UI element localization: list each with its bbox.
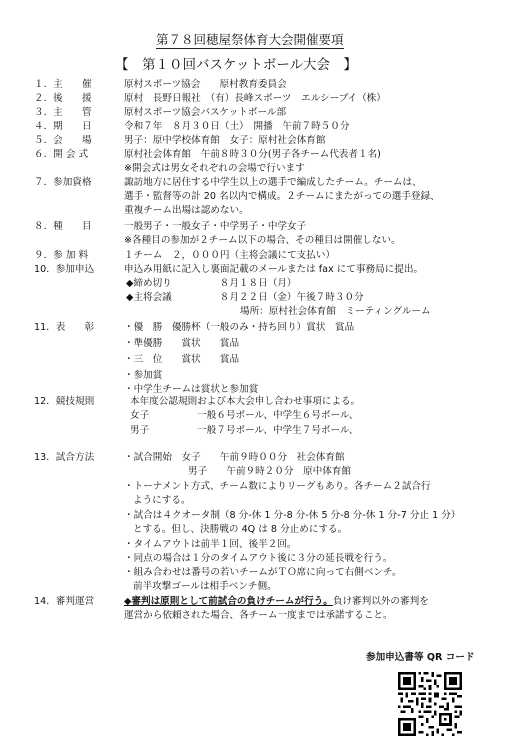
document-subtitle: 【 第１０回バスケットボール大会 】	[115, 57, 358, 73]
document-line: ７．参加資格	[34, 177, 92, 188]
document-line: ようにする。	[133, 495, 191, 506]
document-line: ３．主 管	[34, 107, 92, 118]
document-line: ５．会 場	[34, 135, 92, 146]
document-line: １．主 催	[34, 79, 92, 90]
document-line: 諏訪地方に居住する中学生以上の選手で編成したチーム。チームは、	[124, 177, 422, 188]
document-line: 原村社会体育館 午前８時３０分(男子各チーム代表者１名)	[124, 149, 381, 160]
document-line: 運営から依頼された場合、各チーム一度までは承諾すること。	[124, 610, 393, 621]
document-line: ・同点の場合は１分のタイムアウト後に３分の延長戦を行う。	[124, 553, 393, 564]
document-line: 女子 一般６号ボール、中学生６号ボール、	[130, 410, 359, 421]
document-line: ６．開 会 式	[34, 149, 89, 160]
qr-label: 参加申込書等 QR コード	[366, 652, 475, 663]
document-line: ・参加賞	[124, 370, 163, 381]
document-line: １チーム ２，０００円（主将会議にて支払い）	[124, 250, 336, 261]
document-line: ※開会式は男女それぞれの会場で行います	[124, 163, 305, 174]
referee-rule-tail: 負け審判以外の審判を	[332, 596, 429, 607]
document-line: ※各種目の参加が２チーム以下の場合、その種目は開催しない。	[124, 235, 401, 246]
document-line: ・優 勝 優勝杯（一般のみ・持ち回り）賞状 賞品	[124, 322, 355, 333]
document-line: 原村スポーツ協会バスケットボール部	[124, 107, 287, 118]
document-line: 場所：原村社会体育館 ミーティングルーム	[240, 306, 431, 317]
document-title: 第７８回穂屋祭体育大会開催要項	[156, 32, 344, 47]
document-line: 本年度公認規則および本大会申し合わせ事項による。	[130, 396, 361, 407]
document-line: ・トーナメント方式、チーム数によりリーグもあり。各チーム２試合行	[124, 481, 431, 492]
document-line: 前半攻撃ゴールは相手ベンチ側。	[133, 581, 277, 592]
document-line: 一般男子・一般女子・中学男子・中学女子	[124, 221, 307, 232]
document-line: ８．種 目	[34, 221, 92, 232]
document-line: 原村スポーツ協会 原村教育委員会	[124, 79, 287, 90]
document-line: 重複チーム出場は認めない。	[124, 205, 249, 216]
document-line: 原村 長野日報社 （有）長峰スポーツ エルシーブイ（株）	[124, 93, 386, 104]
document-line: ４．期 日	[34, 121, 92, 132]
document-line: 12．競技規則	[34, 396, 95, 407]
referee-rule-emphasis: ◆審判は原則として前試合の負けチームが行う。	[124, 596, 333, 607]
document-line: ・組み合わせは番号の若いチームがＴＯ席に向って右側ベンチ。	[124, 567, 402, 578]
document-line: 13．試合方法	[34, 452, 95, 463]
document-line: 申込み用紙に記入し裏面記載のメールまたは fax にて事務局に提出。	[124, 264, 424, 275]
document-line: ９．参 加 料	[34, 250, 89, 261]
document-line: 11．表 彰	[34, 322, 95, 333]
document-line: とする。但し、決勝戦の 4Q は 8 分止めにする。	[133, 524, 348, 535]
document-line: ・タイムアウトは前半１回、後半２回。	[124, 539, 297, 550]
document-line: 14．審判運営	[34, 596, 95, 607]
document-line: ・試合開始 女子 午前９時００分 社会体育館	[124, 452, 345, 463]
document-line: ・準優勝 賞状 賞品	[124, 338, 240, 349]
document-line: 男子 午前９時２０分 原中体育館	[188, 466, 352, 477]
document-line: ◆締め切り ８月１８日（月）	[126, 278, 297, 289]
document-line: 選手・監督等の計 20 名以内で構成。２チームにまたがっての選手登録、	[124, 191, 440, 202]
document-line: ◆主将会議 ８月２２日（金）午後７時３０分	[126, 292, 364, 303]
document-line: 令和７年 ８月３０日（土） 開播 午前７時５０分	[124, 121, 350, 132]
document-line: ・中学生チームは賞状と参加賞	[124, 384, 259, 395]
document-line: ・試合は４クオータ制（8 分-休 1 分-8 分-休 5 分-8 分-休 1 分-7 分止 1 分）	[124, 510, 461, 521]
document-line: 男子 一般７号ボール、中学生７号ボール、	[130, 425, 359, 436]
document-line: ・三 位 賞状 賞品	[124, 354, 240, 365]
document-line: ２．後 援	[34, 93, 92, 104]
document-line: 男子：原中学校体育館 女子：原村社会体育館	[124, 135, 326, 146]
document-line: 10．参加申込	[34, 264, 95, 275]
referee-rule-line	[124, 596, 429, 608]
qr-code-icon[interactable]	[398, 672, 462, 736]
